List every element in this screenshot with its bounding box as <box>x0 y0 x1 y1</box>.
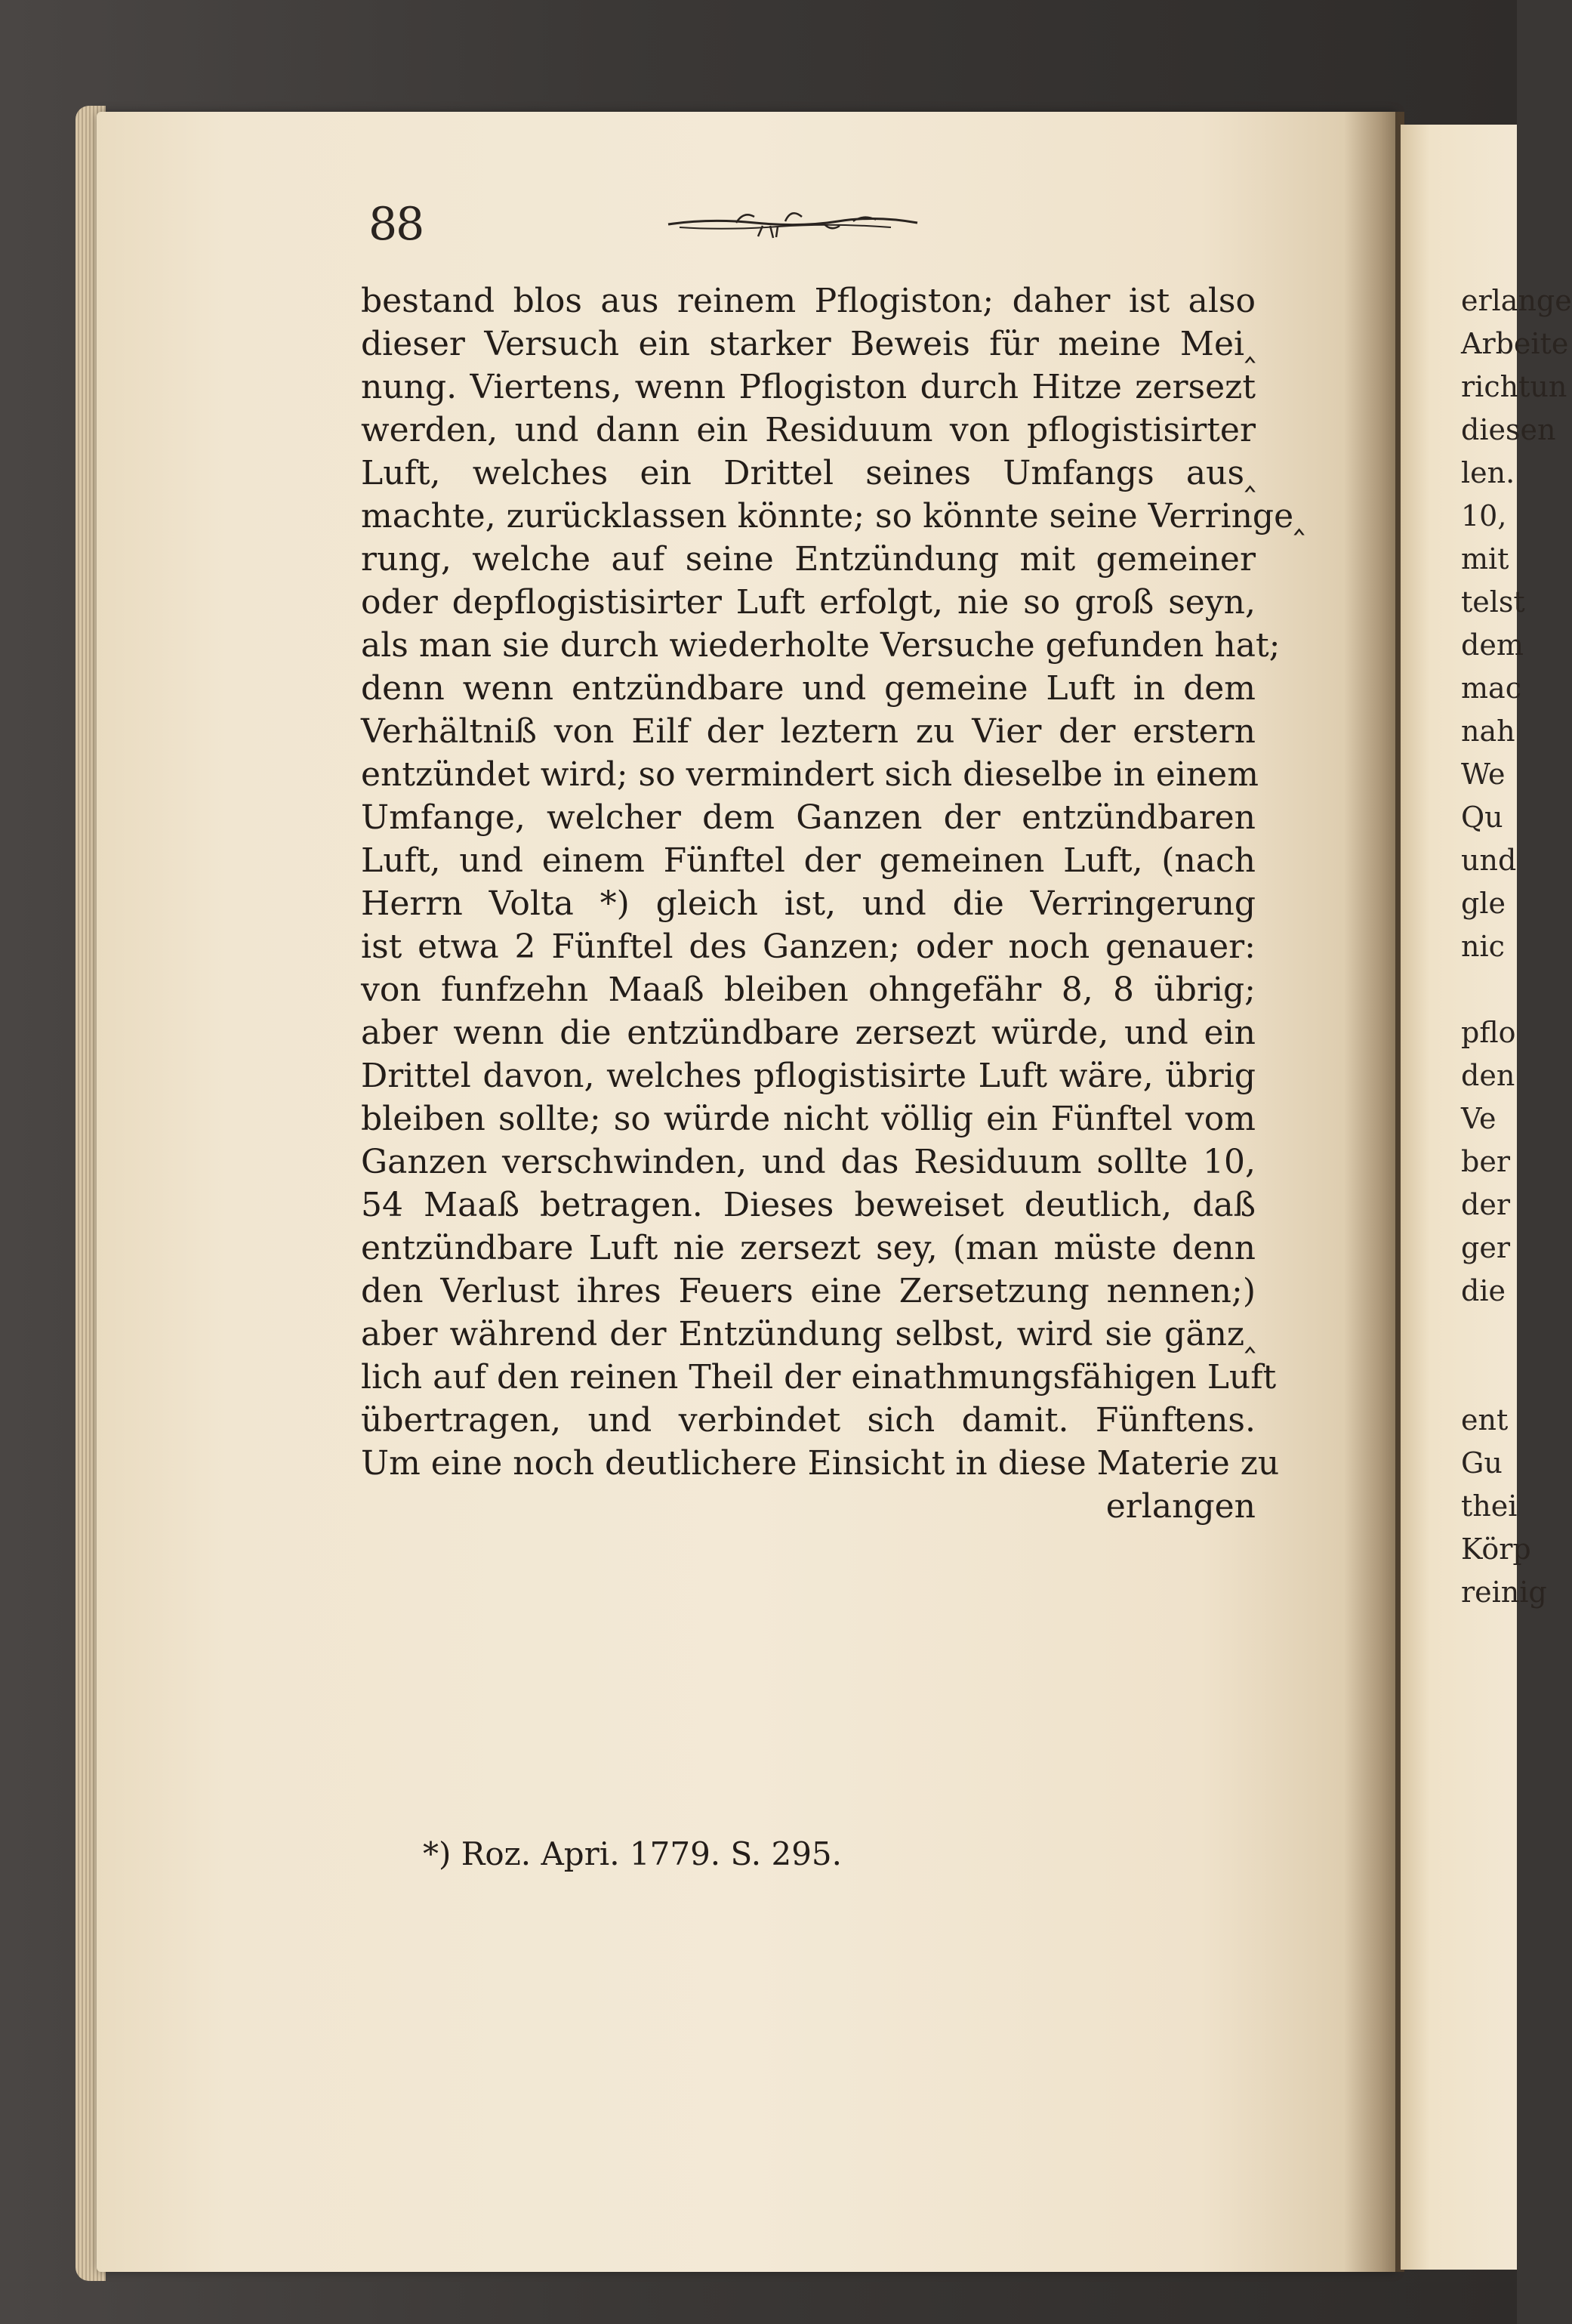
book-spine-shadow <box>1344 112 1404 2272</box>
text-line: Umfange, welcher dem Ganzen der entzündbaren <box>361 798 1256 837</box>
line-gap <box>1461 1313 1517 1356</box>
right-page-line: telst <box>1461 585 1525 619</box>
text-line: Luft, und einem Fünftel der gemeinen Luft, (nach <box>361 841 1256 880</box>
vine-ornament-icon <box>664 200 921 245</box>
right-page-line: ger <box>1461 1231 1510 1264</box>
catchword: erlangen <box>1105 1487 1256 1526</box>
page-number: 88 <box>368 198 424 251</box>
right-page-line: Arbeite <box>1461 327 1569 360</box>
text-line: aber während der Entzündung selbst, wird sie gänz‸ <box>361 1315 1256 1353</box>
text-line: denn wenn entzündbare und gemeine Luft in dem <box>361 669 1256 708</box>
right-page-line: Qu <box>1461 801 1503 834</box>
text-line: als man sie durch wiederholte Versuche gefunden hat; <box>361 626 1281 665</box>
text-line: werden, und dann ein Residuum von pflogistisirter <box>361 411 1256 449</box>
line-gap <box>1461 1356 1517 1399</box>
right-page-line: der <box>1461 1188 1510 1221</box>
right-page-line: nah <box>1461 714 1515 748</box>
text-line: Herrn Volta *) gleich ist, und die Verringerung <box>361 884 1256 923</box>
text-line: Um eine noch deutlichere Einsicht in diese Materie zu <box>361 1444 1280 1483</box>
right-page-text-fragments <box>1461 279 1572 1614</box>
text-line: bleiben sollte; so würde nicht völlig ein Fünftel vom <box>361 1100 1256 1138</box>
text-line: oder depflogistisirter Luft erfolgt, nie so groß seyn, <box>361 583 1256 622</box>
right-page-line: Ve <box>1461 1102 1496 1135</box>
right-page-line: mac <box>1461 671 1521 705</box>
text-line: übertragen, und verbindet sich damit. Fünftens. <box>361 1401 1256 1440</box>
right-page-line: richtun <box>1461 370 1567 403</box>
text-line: den Verlust ihres Feuers eine Zersetzung nennen;) <box>361 1272 1256 1310</box>
line-gap <box>1461 968 1517 1011</box>
text-line: rung, welche auf seine Entzündung mit gemeiner <box>361 540 1256 579</box>
right-page-line: mit <box>1461 542 1509 576</box>
right-page-line: We <box>1461 758 1506 791</box>
right-page-line: pflo <box>1461 1016 1516 1049</box>
text-line: Ganzen verschwinden, und das Residuum sollte 10, <box>361 1143 1256 1181</box>
text-line: Drittel davon, welches pflogistisirte Luft wäre, übrig <box>361 1057 1256 1095</box>
text-line: lich auf den reinen Theil der einathmungsfähigen Luft <box>361 1358 1277 1397</box>
text-line: von funfzehn Maaß bleiben ohngefähr 8, 8 übrig; <box>361 971 1256 1009</box>
right-page-line: den <box>1461 1059 1515 1092</box>
right-page-line: thei <box>1461 1489 1518 1523</box>
right-page-line: reinig <box>1461 1576 1547 1609</box>
text-line: Verhältniß von Eilf der leztern zu Vier der erstern <box>361 712 1256 751</box>
body-text <box>361 279 1305 1528</box>
text-line: aber wenn die entzündbare zersezt würde, und ein <box>361 1014 1256 1052</box>
right-page-line: 10, <box>1461 499 1507 532</box>
text-line: ist etwa 2 Fünftel des Ganzen; oder noch genauer: <box>361 927 1256 966</box>
right-page-line: diesen <box>1461 413 1556 446</box>
footnote: *) Roz. Apri. 1779. S. 295. <box>423 1835 842 1872</box>
text-line: bestand blos aus reinem Pflogiston; daher ist also <box>361 282 1256 320</box>
right-page-line: Gu <box>1461 1446 1503 1480</box>
right-page-line: erlange <box>1461 284 1572 317</box>
text-line: dieser Versuch ein starker Beweis für meine Mei‸ <box>361 325 1256 363</box>
right-page-line: nic <box>1461 930 1505 963</box>
right-page-line: gle <box>1461 887 1506 920</box>
right-page-line: len. <box>1461 456 1515 489</box>
right-page-line: und <box>1461 844 1517 877</box>
right-page-line: Körp <box>1461 1532 1531 1566</box>
text-line: nung. Viertens, wenn Pflogiston durch Hitze zersezt <box>361 368 1256 406</box>
text-line: 54 Maaß betragen. Dieses beweiset deutlich, daß <box>361 1186 1256 1224</box>
right-page-line: ent <box>1461 1403 1509 1437</box>
right-page-line: ber <box>1461 1145 1510 1178</box>
text-line: Luft, welches ein Drittel seines Umfangs aus‸ <box>361 454 1256 492</box>
text-line: entzündbare Luft nie zersezt sey, (man müste denn <box>361 1229 1256 1267</box>
right-page-line: dem <box>1461 628 1524 662</box>
right-page-line: die <box>1461 1274 1506 1307</box>
text-line: machte, zurücklassen könnte; so könnte seine Verringe‸ <box>361 497 1305 535</box>
text-line: entzündet wird; so vermindert sich dieselbe in einem <box>361 755 1259 794</box>
